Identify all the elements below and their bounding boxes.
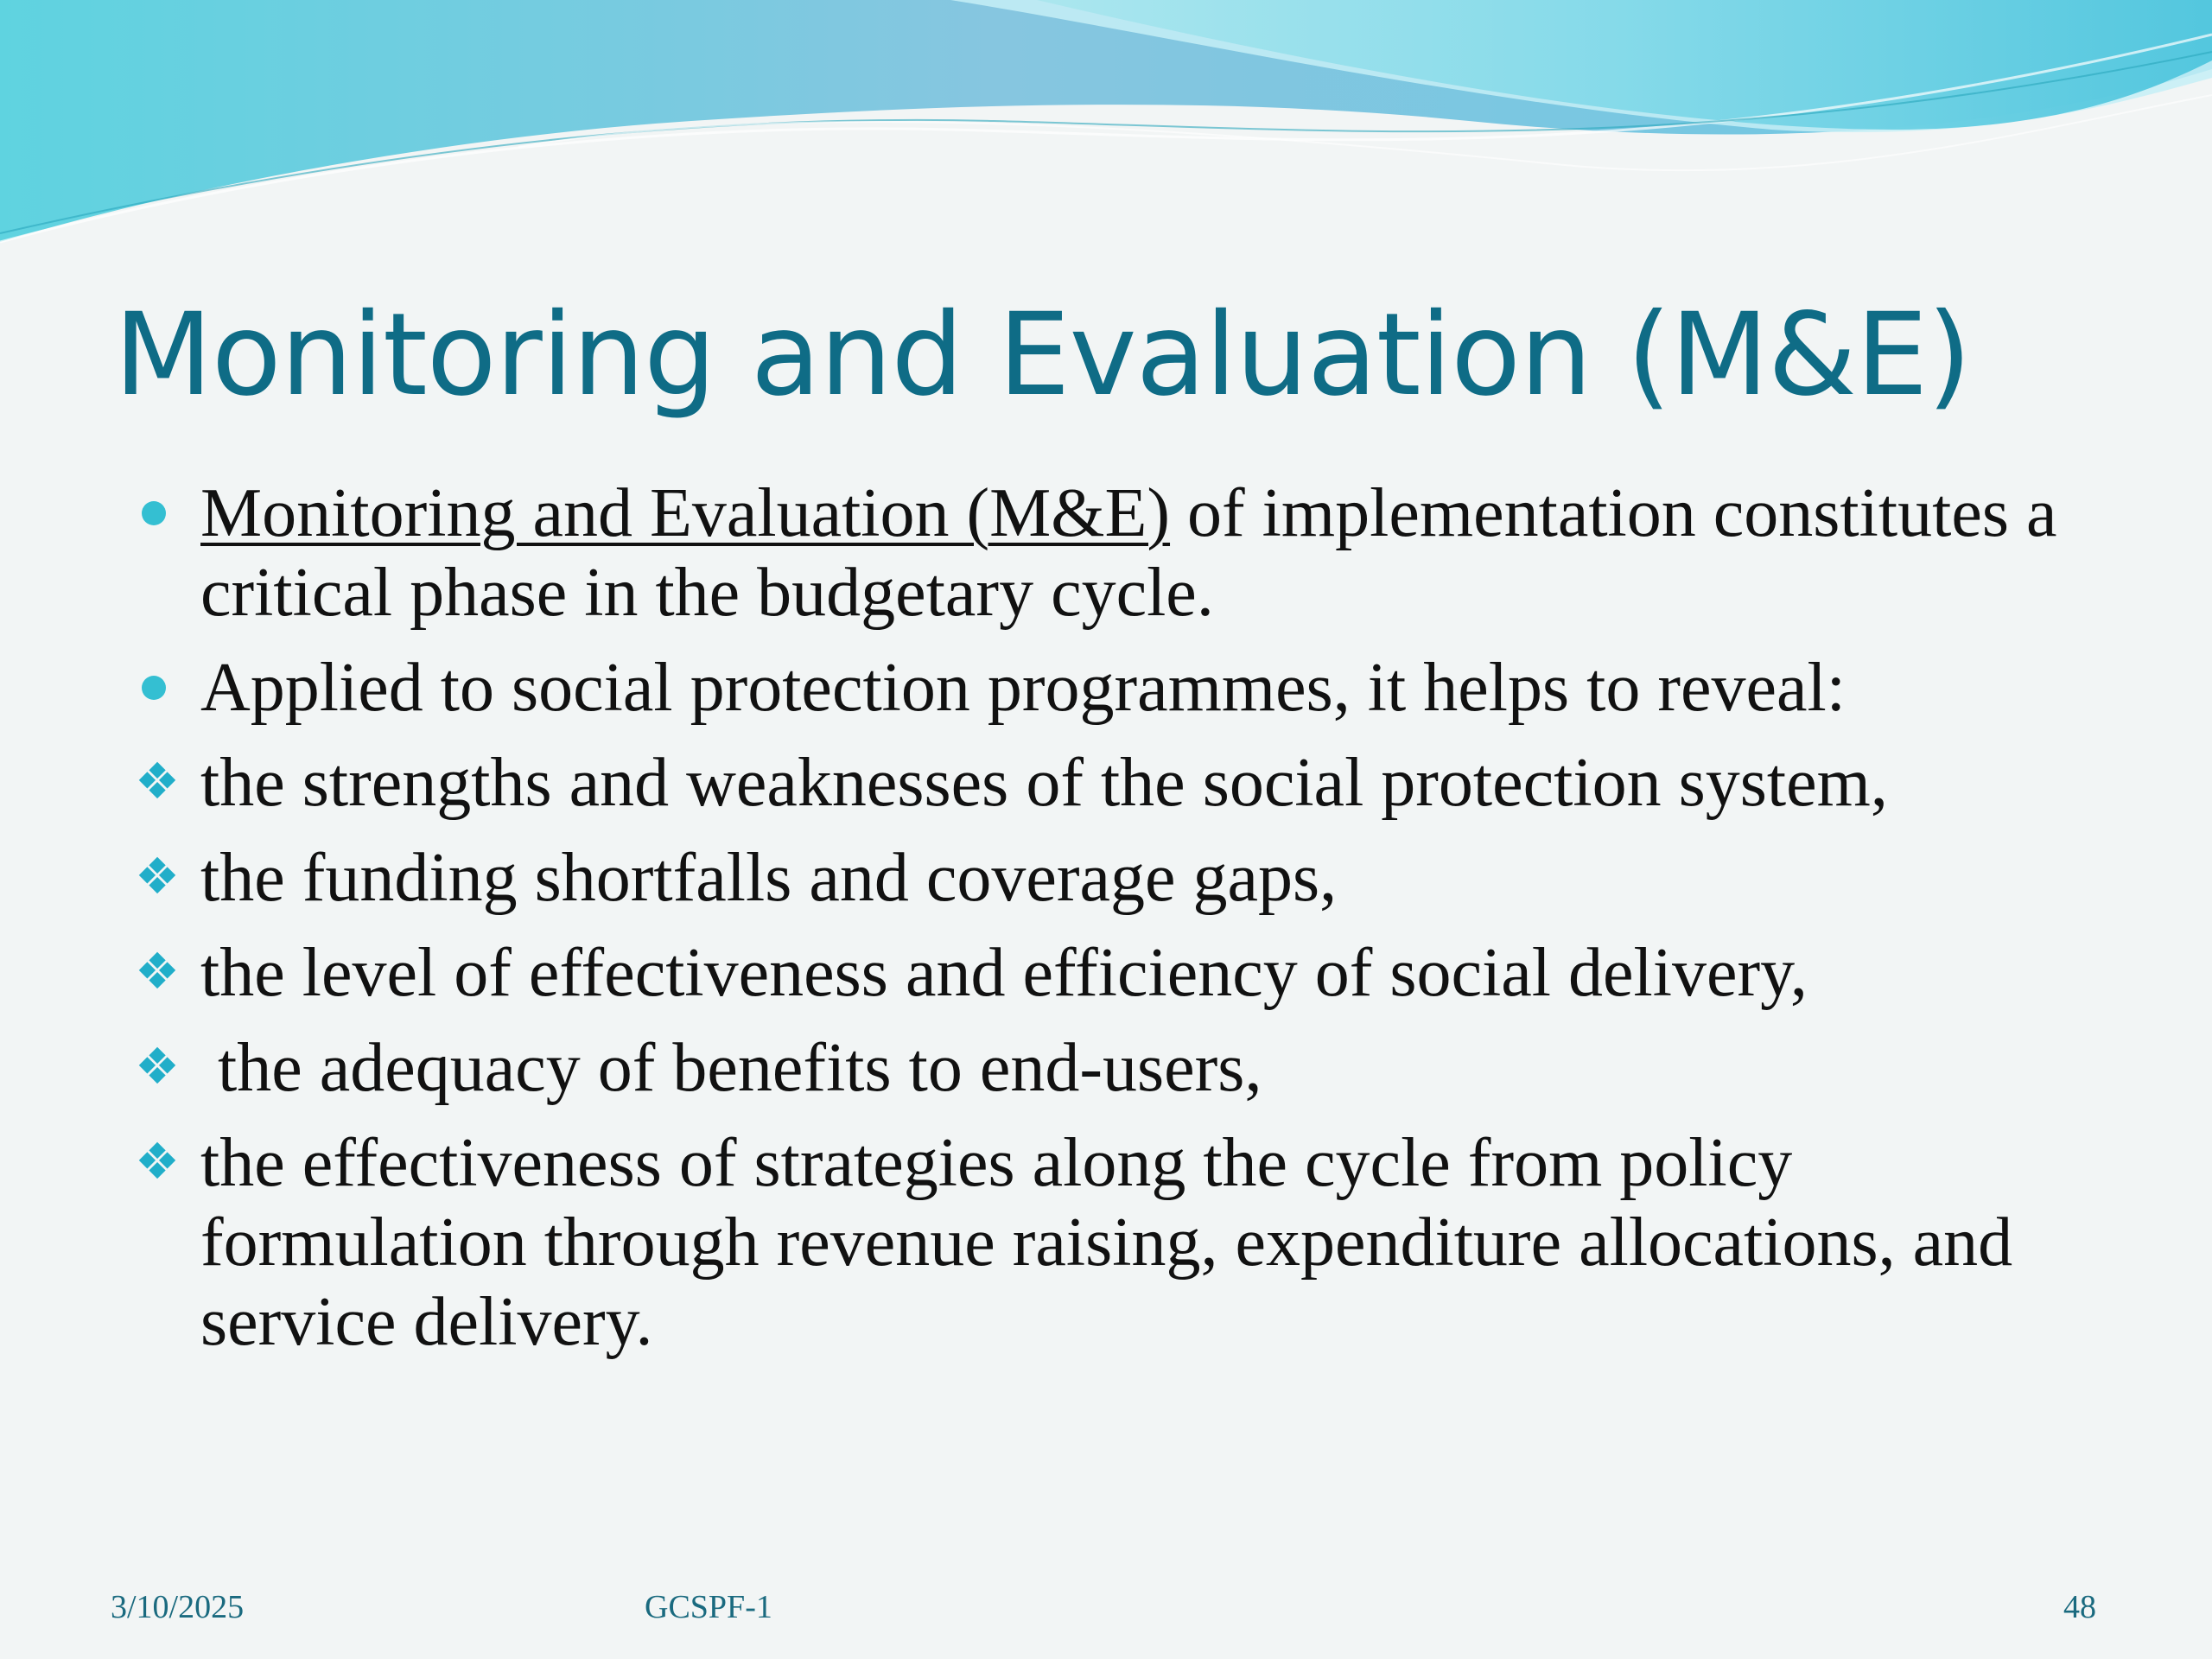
bullet-text: the level of effectiveness and efficiency of social delivery,	[200, 935, 1808, 1011]
footer-date: 3/10/2025	[111, 1589, 245, 1625]
bullet-text: the effectiveness of strategies along the cycle from policy formulation through revenue raising, expenditure allocations, and service delivery.	[200, 1125, 2013, 1360]
bullet-text: the strengths and weaknesses of the social protection system,	[200, 745, 1888, 821]
four-diamond-bullet-icon: ❖	[135, 1132, 180, 1191]
header-wave-decoration	[0, 0, 2212, 259]
sub-bullet-item	[130, 838, 2108, 918]
sub-bullet-item	[130, 1123, 2108, 1362]
slide-title: Monitoring and Evaluation (M&E)	[114, 289, 1971, 422]
bullet-item	[130, 474, 2108, 632]
bullet-text: of implementation constitutes a critical phase in the budgetary cycle.	[200, 475, 2057, 631]
four-diamond-bullet-icon: ❖	[135, 847, 180, 906]
bullet-item	[130, 648, 2108, 728]
four-diamond-bullet-icon: ❖	[135, 1037, 180, 1096]
round-bullet-icon	[142, 676, 166, 700]
sub-bullet-item	[130, 1028, 2108, 1108]
footer-label: GCSPF-1	[645, 1589, 772, 1625]
bullet-text: the adequacy of benefits to end-users,	[200, 1030, 1262, 1106]
bullet-text: Applied to social protection programmes, it helps to reveal:	[200, 650, 1846, 726]
bullet-list	[130, 474, 2108, 1377]
slide-number: 48	[2063, 1589, 2096, 1625]
four-diamond-bullet-icon: ❖	[135, 942, 180, 1001]
round-bullet-icon	[142, 501, 166, 525]
sub-bullet-item	[130, 933, 2108, 1013]
four-diamond-bullet-icon: ❖	[135, 752, 180, 810]
bullet-text: the funding shortfalls and coverage gaps,	[200, 840, 1338, 916]
underlined-term: Monitoring and Evaluation (M&E)	[200, 475, 1171, 551]
sub-bullet-item	[130, 743, 2108, 823]
